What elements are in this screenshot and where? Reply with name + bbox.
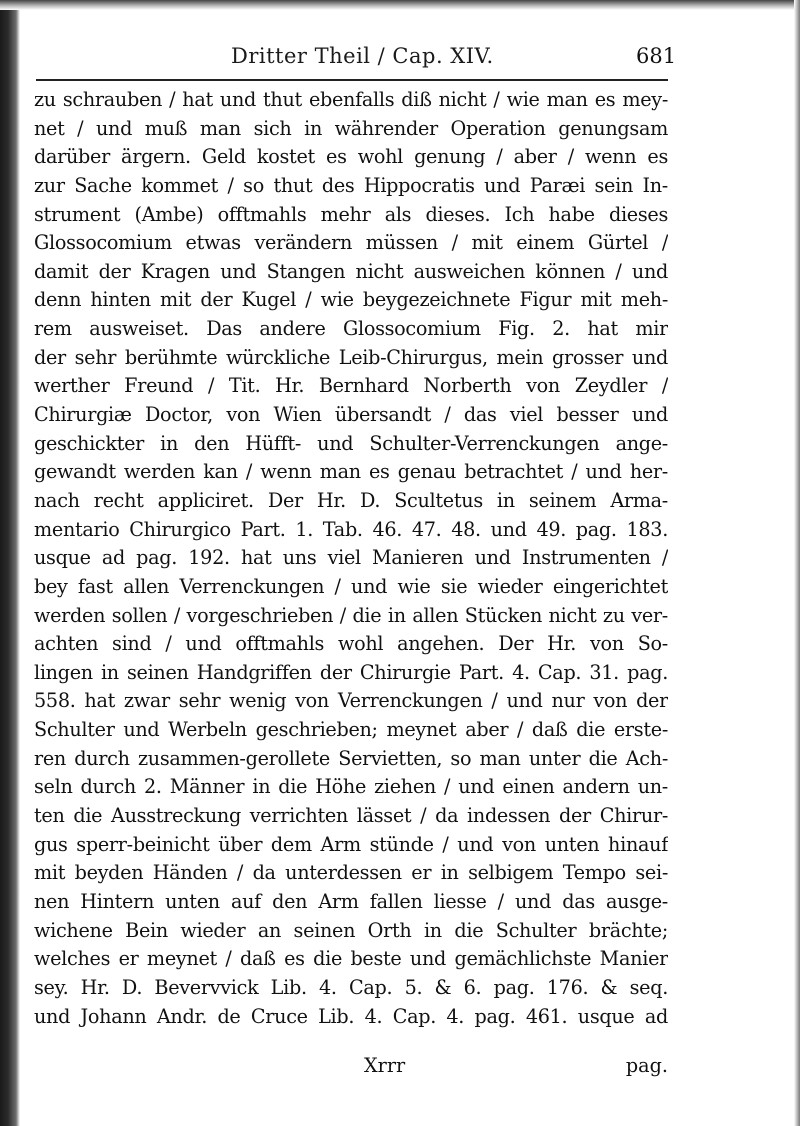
- running-head: Dritter Theil / Cap. XIV.: [231, 44, 494, 68]
- text-line: lingen in seinen Handgriffen der Chirurgie Part. 4. Cap. 31. pag.: [34, 660, 668, 684]
- catchword: pag.: [625, 1054, 668, 1077]
- text-line: zur Sache kommet / so thut des Hippocratis und Paræi sein In-: [34, 173, 668, 197]
- text-line: Chirurgiæ Doctor, von Wien übersandt / das viel besser und: [34, 403, 668, 427]
- page-header: [36, 44, 677, 78]
- text-line: Glossocomium etwas verändern müssen / mit einem Gürtel /: [34, 231, 668, 255]
- text-line: gus sperr-beinicht über dem Arm stünde / und von unten hinauf: [34, 832, 668, 856]
- text-line: nach recht appliciret. Der Hr. D. Scultetus in seinem Arma-: [34, 488, 668, 512]
- text-line: ren durch zusammen-gerollete Servietten, so man unter die Ach-: [34, 746, 668, 770]
- header-rule: [36, 79, 668, 81]
- text-line: geschickter in den Hüfft- und Schulter-Verrenckungen ange-: [34, 431, 668, 455]
- text-line: seln durch 2. Männer in die Höhe ziehen / und einen andern un-: [34, 775, 668, 799]
- text-line: sey. Hr. D. Bevervvick Lib. 4. Cap. 5. & 6. pag. 176. & seq.: [34, 975, 668, 999]
- text-line: werther Freund / Tit. Hr. Bernhard Norberth von Zeydler /: [34, 374, 668, 398]
- text-line: 558. hat zwar sehr wenig von Verrenckungen / und nur von der: [34, 689, 668, 713]
- text-line: ten die Ausstreckung verrichten lässet / da indessen der Chirur-: [34, 804, 668, 828]
- page-footer: [34, 1054, 668, 1084]
- scan-edge-left: [0, 0, 20, 1126]
- text-line: rem ausweiset. Das andere Glossocomium Fig. 2. hat mir: [34, 317, 668, 341]
- text-line: achten sind / und offtmahls wohl angehen. Der Hr. von So-: [34, 632, 668, 656]
- page-number: 681: [636, 44, 677, 68]
- text-line: welches er meynet / daß es die beste und gemächlichste Manier: [34, 947, 668, 971]
- text-line: damit der Kragen und Stangen nicht ausweichen können / und: [34, 259, 668, 283]
- text-line: nen Hintern unten auf den Arm fallen liesse / und das ausge-: [34, 889, 668, 913]
- text-line: und Johann Andr. de Cruce Lib. 4. Cap. 4. pag. 461. usque ad: [34, 1004, 668, 1028]
- text-line: mentario Chirurgico Part. 1. Tab. 46. 47. 48. und 49. pag. 183.: [34, 517, 668, 541]
- text-line: mit beyden Händen / da unterdessen er in selbigem Tempo sei-: [34, 861, 668, 885]
- text-line: denn hinten mit der Kugel / wie beygezeichnete Figur mit meh-: [34, 288, 668, 312]
- text-line: strument (Ambe) offtmahls mehr als dieses. Ich habe dieses: [34, 202, 668, 226]
- body-text: [34, 86, 668, 1031]
- scan-edge-top: [0, 0, 800, 10]
- text-line: werden sollen / vorgeschrieben / die in allen Stücken nicht zu ver-: [34, 603, 668, 627]
- signature-mark: Xrrr: [364, 1054, 406, 1077]
- text-line: net / und muß man sich in währender Operation genungsam: [34, 116, 668, 140]
- text-line: wichene Bein wieder an seinen Orth in die Schulter brächte;: [34, 918, 668, 942]
- text-line: usque ad pag. 192. hat uns viel Manieren und Instrumenten /: [34, 546, 668, 570]
- text-line: Schulter und Werbeln geschrieben; meynet aber / daß die erste-: [34, 718, 668, 742]
- text-line: gewandt werden kan / wenn man es genau betrachtet / und her-: [34, 460, 668, 484]
- text-line: zu schrauben / hat und thut ebenfalls diß nicht / wie man es mey-: [34, 88, 668, 111]
- text-line: bey fast allen Verrenckungen / und wie sie wieder eingerichtet: [34, 574, 668, 598]
- scan-edge-right: [794, 0, 800, 1126]
- text-line: der sehr berühmte würckliche Leib-Chirurgus, mein grosser und: [34, 345, 668, 369]
- text-line: darüber ärgern. Geld kostet es wohl genung / aber / wenn es: [34, 145, 668, 169]
